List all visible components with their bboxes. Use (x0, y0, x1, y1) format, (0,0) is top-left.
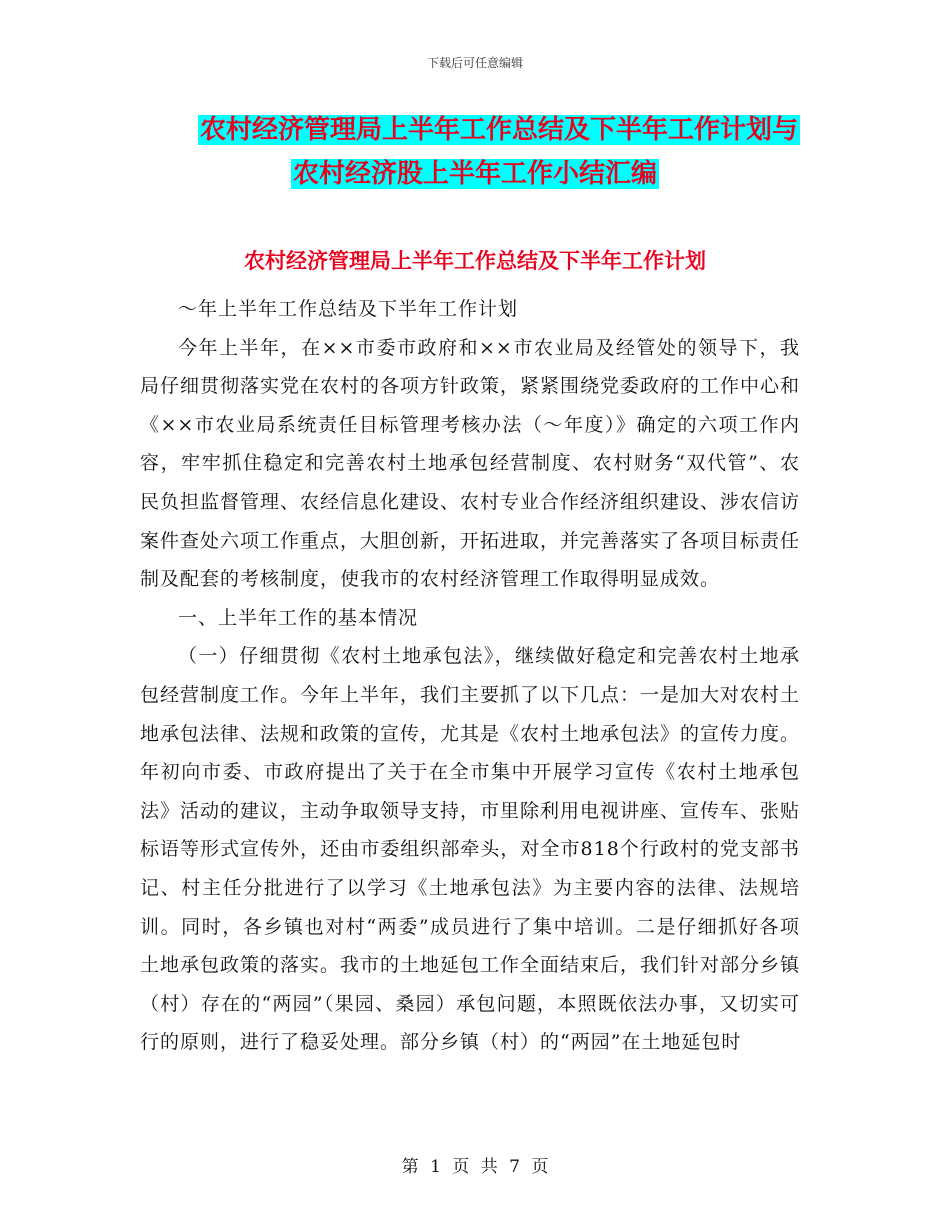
paragraph-subtitle: ～年上半年工作总结及下半年工作计划 (178, 298, 519, 320)
title-highlight-1: 农村经济管理局上半年工作总结及下半年工作计划与 (199, 115, 798, 145)
page-number: 第 1 页 共 7 页 (401, 1157, 549, 1177)
paragraph-item-1: （一）仔细贯彻《农村土地承包法》，继续做好稳定和完善农村土地承包经营制度工作。今年上半年，我们主要抓了以下几点：一是加大对农村土地承包法律、法规和政策的宣传，尤其是《农村土地承包法》的宣传力度。年初向市委、市政府提出了关于在全市集中开展学习宣传《农村土地承包法》活动的建议，主动争取领导支持，市里除利用电视讲座、宣传车、张贴标语等形式宣传外，还由市委组织部牵头，对全市818个行政村的党支部书记、村主任分批进行了以学习《土地承包法》为主要内容的法律、法规培训。同时，各乡镇也对村“两委”成员进行了集中培训。二是仔细抓好各项土地承包政策的落实。我市的土地延包工作全面结束后，我们针对部分乡镇（村）存在的“两园”（果园、桑园）承包问题，本照既依法办事，又切实可行的原则，进行了稳妥处理。部分乡镇（村）的“两园”在土地延包时 (140, 645, 801, 1054)
title-highlight-2: 农村经济股上半年工作小结汇编 (292, 159, 657, 189)
document-body (140, 290, 800, 1062)
document-title-line-1 (24, 110, 950, 150)
page-header-note: 下载后可任意编辑 (426, 56, 523, 70)
paragraph-intro: 今年上半年，在××市委市政府和××市农业局及经管处的领导下，我局仔细贯彻落实党在农村的各项方针政策，紧紧围绕党委政府的工作中心和《××市农业局系统责任目标管理考核办法（～年度）》确定的六项工作内容，牢牢抓住稳定和完善农村土地承包经营制度、农村财务“双代管”、农民负担监督管理、农经信息化建设、农村专业合作经济组织建设、涉农信访案件查处六项工作重点，大胆创新，开拓进取，并完善落实了各项目标责任制及配套的考核制度，使我市的农村经济管理工作取得明显成效。 (140, 336, 801, 591)
paragraph-heading-1: 一、上半年工作的基本情况 (178, 606, 419, 629)
document-title-line-2 (0, 154, 950, 194)
section-title: 农村经济管理局上半年工作总结及下半年工作计划 (244, 249, 706, 273)
